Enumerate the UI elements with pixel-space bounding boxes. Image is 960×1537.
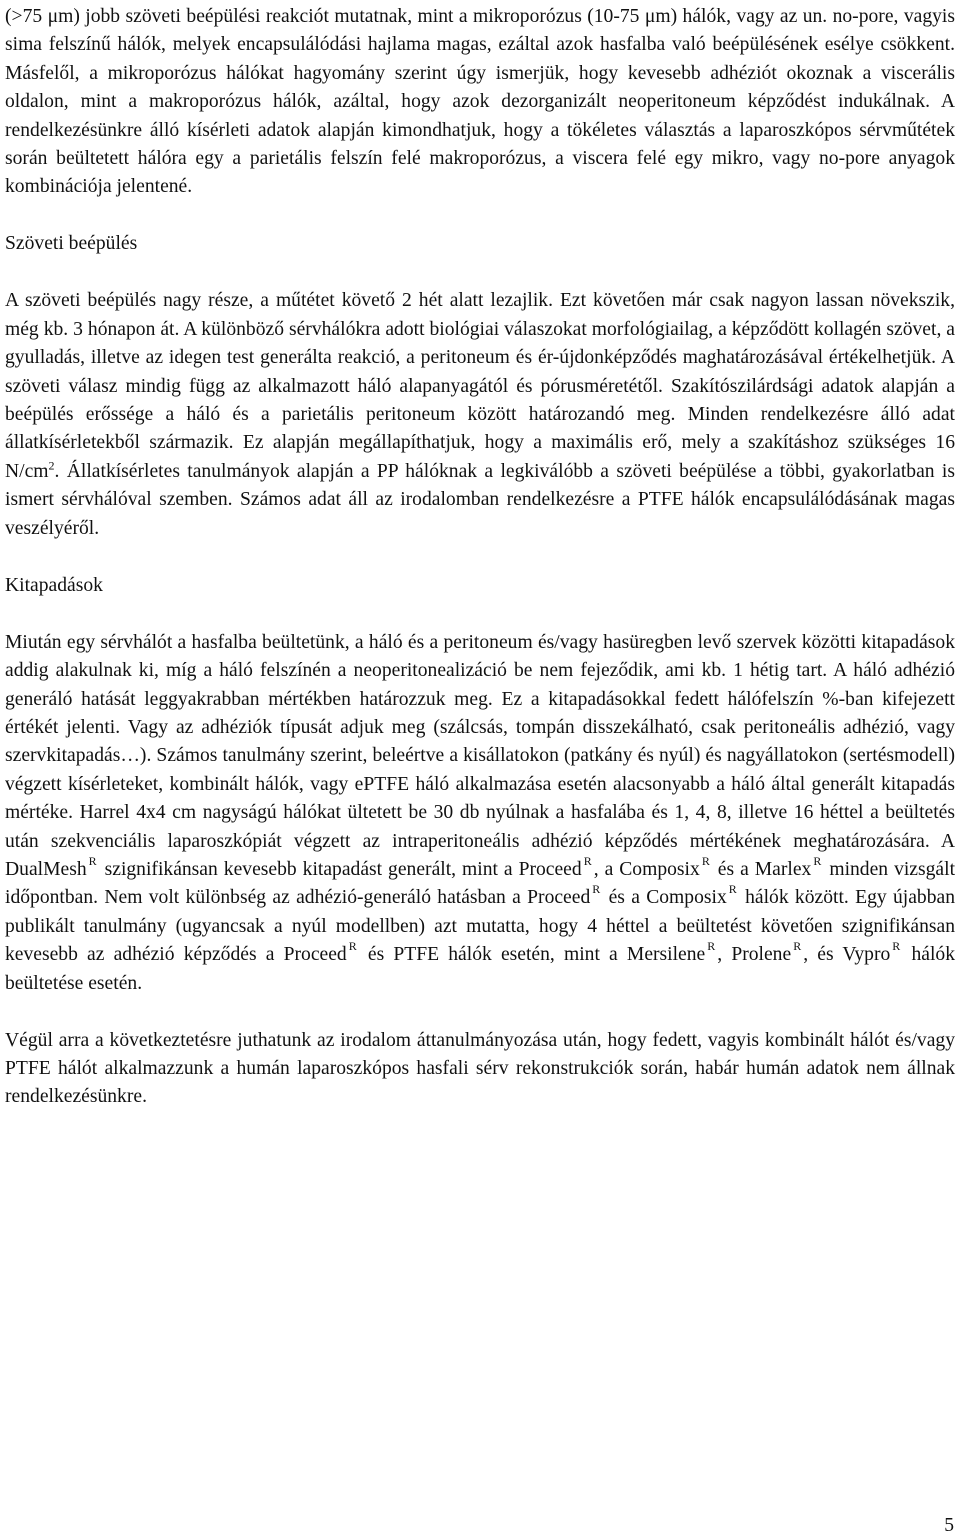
registered-mark: R (88, 853, 97, 868)
registered-mark: R (728, 882, 737, 897)
adhesions-text-part: , és Vypro (803, 944, 891, 966)
adhesions-text-part: hálók beültetése esetén. (5, 944, 955, 994)
registered-mark: R (701, 853, 710, 868)
registered-mark: R (348, 939, 357, 954)
adhesions-text-part: , Prolene (717, 944, 792, 966)
superscript-2: 2 (48, 458, 55, 473)
intro-paragraph: (>75 μm) jobb szöveti beépülési reakciót mutatnak, mint a mikroporózus (10-75 μm) hálók, vagy az un. no-pore, vagyis sima felszínű hálók, melyek encapsulálódási hajlama magas, ezáltal azok hasfalba való beépülésének esélye csökkent. Másfelől, a mikroporózus hálókat hagyomány szerint úgy ismerjük, hogy kevesebb adhéziót okoznak a viscerális oldalon, mint a makroporózus hálók, azáltal, hogy azok dezorganizált neoperitoneum képződést indukálnak. A rendelkezésünkre álló kísérleti adatok alapján kimondhatjuk, hogy a tökéletes választás a laparoszkópos sérvműtétek során beültetett hálóra egy a parietális felszín felé makroporózus, a viscera felé egy mikro, vagy no-pore anyagok kombinációja jelentené. (5, 6, 955, 198)
adhesions-text-part: és a Composix (602, 887, 727, 909)
registered-mark: R (583, 853, 592, 868)
section-heading-adhesions: Kitapadások (5, 574, 103, 596)
registered-mark: R (813, 853, 822, 868)
spacer (5, 998, 955, 1027)
spacer (5, 600, 955, 629)
adhesions-text-part: minden vizsgált időpontban. Nem volt különbség az adhézió-generáló hatásban a Proceed (5, 858, 956, 909)
page-number: 5 (944, 1515, 954, 1536)
registered-mark: R (707, 939, 716, 954)
registered-mark: R (892, 939, 901, 954)
spacer (5, 202, 955, 231)
registered-mark: R (793, 939, 802, 954)
spacer (5, 543, 955, 572)
tissue-text-part-2: . Állatkísérletes tanulmányok alapján a PP hálóknak a legkiválóbb a szöveti beépülése a többi, gyakorlatban is ismert sérvhálóval szemben. Számos adat áll az irodalomban rendelkezésre a PTFE hálók encapsulálódásának magas veszélyéről. (5, 460, 955, 539)
adhesions-text-part: és a Marlex (711, 858, 812, 880)
adhesions-text-part: és PTFE hálók esetén, mint a Mersilene (358, 944, 706, 966)
spacer (5, 259, 955, 288)
tissue-text-part-1: A szöveti beépülés nagy része, a műtétet követő 2 hét alatt lezajlik. Ezt követően már csak nagyon lassan növekszik, még kb. 3 hónapon át. A különböző sérvhálókra adott biológiai válaszokat morfológiailag, a képződött kollagén szövet, a gyulladás, illetve az idegen test generálta reakció, a peritoneum és ér-újdonképződés maghatározásával értékelhetjük. A szöveti válasz mindig függ az alkalmazott háló alapanyagától és pórusméretétől. Szakítószilárdsági adatok alapján a beépülés erőssége a háló és a parietális peritoneum között határozandó meg. Minden rendelkezésre álló adat állatkísérletekből származik. Ez alapján megállapíthatjuk, hogy a maximális erő, mely a szakításhoz szükséges 16 N/cm (5, 290, 955, 482)
adhesions-text-part: hálók között. Egy újabban publikált tanulmány (ugyancsak a nyúl modellben) azt mutatta, hogy 4 héttel a beültetést követően szignifikánsan kevesebb az adhézió képződés a Proceed (5, 887, 955, 966)
conclusion-paragraph: Végül arra a következtetésre juthatunk az irodalom áttanulmányozása után, hogy fedett, vagyis kombinált hálót és/vagy PTFE hálót alkalmazzunk a humán laparoszkópos hasfali sérv rekonstrukciók során, habár humán adatok nem állnak rendelkezésünkre. (5, 1029, 955, 1108)
adhesions-text-part: szignifikánsan kevesebb kitapadást generált, mint a Proceed (98, 858, 582, 880)
tissue-integration-paragraph (5, 287, 955, 543)
section-heading-tissue-integration: Szöveti beépülés (5, 233, 138, 255)
registered-mark: R (592, 882, 601, 897)
adhesions-text-part: , a Composix (593, 858, 700, 880)
document-page (5, 3, 955, 1112)
adhesions-paragraph (5, 629, 955, 998)
adhesions-text-part: Miután egy sérvhálót a hasfalba beültetünk, a háló és a peritoneum és/vagy hasüregben levő szervek közötti kitapadások addig alakulnak ki, míg a háló felszínén a neoperitonealizáció be nem fejeződik, ami kb. 1 hétig tart. A háló adhézió generáló hatását leggyakrabban mértékben határozzuk meg. Ez a kitapadásokkal fedett hálófelszín %-ban kifejezett értékét jelenti. Vagy az adhéziók típusát adjuk meg (szálcsás, tompán disszekálható, csak peritoneális adhézió, vagy szervkitapadás…). Számos tanulmány szerint, beleértve a kisállatokon (patkány és nyúl) és nagyállatokon (sertésmodell) végzett kísérleteket, kombinált hálók, vagy ePTFE háló alkalmazása esetén alacsonyabb a háló által generált kitapadás mértéke. Harrel 4x4 cm nagyságú hálókat ültetett be 30 db nyúlnak a hasfalába és 1, 4, 8, illetve 16 héttel a beültetés után szekvenciális laparoszkópiát végzett az intraperitoneális adhézió képződés mértékének meghatározására. A DualMesh (5, 631, 955, 880)
